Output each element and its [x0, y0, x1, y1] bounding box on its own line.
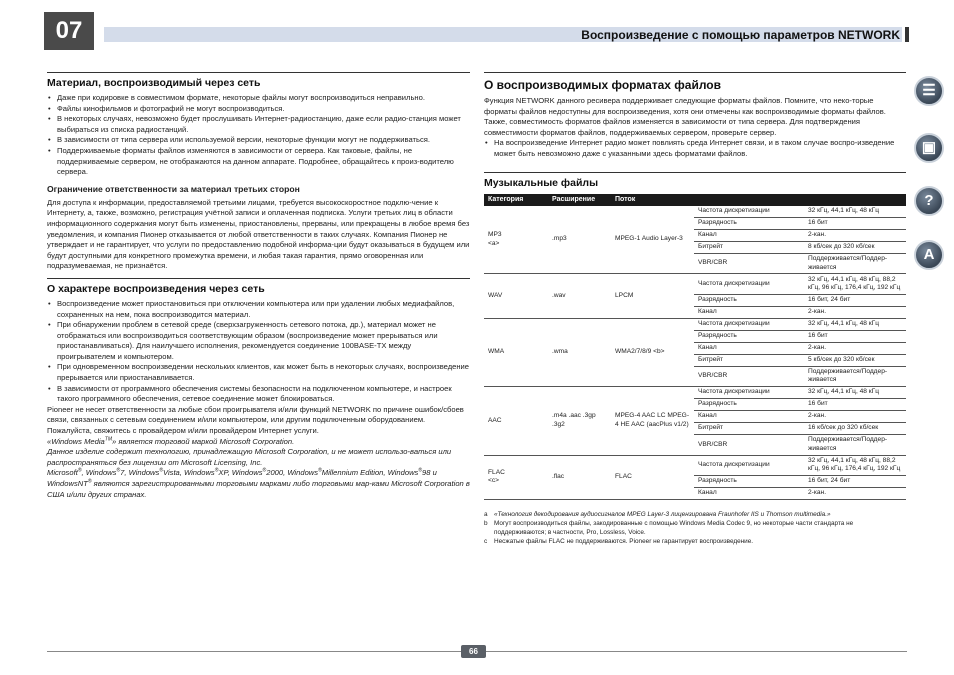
param-value-cell: Поддерживается/Поддер-живается: [804, 435, 906, 455]
param-value-cell: 16 бит: [804, 330, 906, 342]
network-material-list: [47, 93, 470, 178]
param-name-cell: Частота дискретизации: [694, 455, 804, 475]
table-header-row: [484, 194, 906, 206]
extension-cell: .flac: [548, 455, 611, 499]
param-value-cell: 2-кан.: [804, 488, 906, 500]
column-header: Поток: [611, 194, 694, 206]
footnote: b Могут воспроизводиться файлы, закодированные с помощью Windows Media Codec 9, но некоторые части стандарта не поддерживаются; в частности, Pro, Lossless, Voice.: [484, 520, 854, 536]
param-name-cell: Частота дискретизации: [694, 318, 804, 330]
param-value-cell: 16 бит: [804, 399, 906, 411]
formats-note-list: [484, 138, 906, 159]
page-number: 66: [461, 645, 486, 658]
category-cell: FLAC <c>: [484, 455, 548, 499]
section-title-disclaimer: Ограничение ответственности за материал третьих сторон: [47, 183, 300, 194]
playback-behavior-list: [47, 299, 470, 405]
param-name-cell: VBR/CBR: [694, 366, 804, 386]
param-value-cell: Поддерживается/Поддер-живается: [804, 366, 906, 386]
param-name-cell: Битрейт: [694, 241, 804, 253]
list-item: • В некоторых случаях, невозможно будет прослушивать Интернет-радиостанцию, даже если радио-станция может выбираться из списка радиостанций.: [47, 114, 470, 135]
param-value-cell: Поддерживается/Поддер-живается: [804, 253, 906, 273]
left-column: [47, 72, 470, 500]
param-value-cell: 16 бит, 24 бит: [804, 294, 906, 306]
trademark-microsoft: Microsoft®, Windows®7, Windows®Vista, Windows®XP, Windows®2000, Windows®Millennium Edition, Windows®98 и WindowsNT® являются зарегистрированными торговыми марками либо торговыми мар-ками Microsoft Corporation в США и/или других странах.: [47, 467, 470, 499]
param-name-cell: Канал: [694, 306, 804, 318]
book-icon[interactable]: ☰: [914, 76, 944, 106]
param-value-cell: 16 кб/сек до 320 кб/сек: [804, 423, 906, 435]
param-name-cell: Частота дискретизации: [694, 387, 804, 399]
list-item: • Воспроизведение может приостановиться при отключении компьютера или при удалении любых медиафайлов, сохраненных на нем, пока воспроизводится материал.: [47, 299, 470, 320]
category-cell: AAC: [484, 387, 548, 455]
param-value-cell: 8 кб/сек до 320 кб/сек: [804, 241, 906, 253]
table-row: [484, 387, 906, 399]
section-title-playback-behavior: О характере воспроизведения через сеть: [47, 282, 265, 295]
category-cell: WAV: [484, 274, 548, 318]
param-name-cell: Канал: [694, 229, 804, 241]
divider: [47, 278, 470, 279]
param-name-cell: VBR/CBR: [694, 253, 804, 273]
param-value-cell: 32 кГц, 44,1 кГц, 48 кГц, 88,2 кГц, 96 кГц, 176,4 кГц, 192 кГц: [804, 274, 906, 294]
param-name-cell: Частота дискретизации: [694, 206, 804, 218]
column-header: [694, 194, 804, 206]
list-item: • Даже при кодировке в совместимом формате, некоторые файлы могут воспроизводиться неправильно.: [47, 93, 470, 104]
list-item: • В зависимости от типа сервера или используемой версии, некоторые функции могут не поддерживаться.: [47, 135, 470, 146]
param-value-cell: 16 бит, 24 бит: [804, 476, 906, 488]
liability-text: Pioneer не несет ответственности за любые сбои проигрывателя и/или функций NETWORK по причине ошибок/сбоев связи, связанных с сетевым соединением и/или компьютером, или другим подключенным оборудованием. Пожалуйста, свяжитесь с провайдером и/или провайдером Интернет услуги.: [47, 404, 464, 436]
stream-cell: MPEG-1 Audio Layer-3: [611, 206, 694, 274]
list-item: • Файлы кинофильмов и фотографий не могут воспроизводиться.: [47, 104, 470, 115]
param-value-cell: 16 бит: [804, 217, 906, 229]
divider: [47, 72, 470, 73]
table-row: [484, 455, 906, 475]
stream-cell: MPEG-4 AAC LC MPEG-4 HE AAC (aacPlus v1/2): [611, 387, 694, 455]
param-value-cell: 2-кан.: [804, 229, 906, 241]
section-title-network-material: Материал, воспроизводимый через сеть: [47, 77, 261, 89]
remote-icon[interactable]: ▣: [914, 133, 944, 163]
extension-cell: .mp3: [548, 206, 611, 274]
column-header: Расширение: [548, 194, 611, 206]
footnote: c Несжатые файлы FLAC не поддерживаются. Pioneer не гарантирует воспроизведение.: [484, 538, 754, 545]
formats-table: [484, 194, 906, 500]
param-name-cell: Разрядность: [694, 217, 804, 229]
header-separator: [905, 27, 909, 42]
param-name-cell: Канал: [694, 342, 804, 354]
section-title-formats: О воспроизводимых форматах файлов: [484, 78, 722, 92]
formats-intro: Функция NETWORK данного ресивера поддерживает следующие форматы файлов. Помните, что неко-торые форматы файлов недоступны для воспроизведения, хотя они отмечены как воспроизводимые форматы файлов. Также, совместимость форматов файлов изменяется в зависимости от типа сервера. Для подтверждения совместимости форматов файлов, поддерживаемых сервером, проверьте сервер.: [484, 96, 886, 137]
param-name-cell: Битрейт: [694, 423, 804, 435]
section-title-music-files: Музыкальные файлы: [484, 176, 599, 189]
param-name-cell: Битрейт: [694, 354, 804, 366]
footnote: a «Технология декодирования аудиосигналов MPEG Layer-3 лицензирована Fraunhofer IIS и Thomson multimedia.»: [484, 511, 831, 518]
list-item: • В зависимости от программного обеспечения системы безопасности на подключенном компьютере, и настроек такого программного обеспечения, сетевое соединение может блокироваться.: [47, 384, 470, 405]
help-icon[interactable]: ?: [914, 186, 944, 216]
param-value-cell: 2-кан.: [804, 342, 906, 354]
param-value-cell: 32 кГц, 44,1 кГц, 48 кГц: [804, 387, 906, 399]
param-value-cell: 32 кГц, 44,1 кГц, 48 кГц: [804, 206, 906, 218]
stream-cell: FLAC: [611, 455, 694, 499]
param-value-cell: 32 кГц, 44,1 кГц, 48 кГц, 88,2 кГц, 96 кГц, 176,4 кГц, 192 кГц: [804, 455, 906, 475]
stream-cell: LPCM: [611, 274, 694, 318]
param-value-cell: 5 кб/сек до 320 кб/сек: [804, 354, 906, 366]
right-column: [484, 72, 906, 546]
divider: [484, 72, 906, 73]
category-cell: WMA: [484, 318, 548, 386]
param-name-cell: Разрядность: [694, 476, 804, 488]
extension-cell: .wma: [548, 318, 611, 386]
list-item: • На воспроизведение Интернет радио может повлиять среда Интернет связи, и в таком случае воспро-изведение может быть невозможно даже с указанными здесь форматами файлов.: [484, 138, 906, 159]
table-row: [484, 274, 906, 294]
list-item: • Поддерживаемые форматы файлов изменяются в зависимости от сервера. Как таковые, файлы, не поддерживаемые сервером, не отображаются на данном аппарате. Подробнее, обращайтесь к произ-водителю сервера.: [47, 146, 470, 178]
param-value-cell: 2-кан.: [804, 411, 906, 423]
footnotes: [484, 510, 906, 546]
table-row: [484, 206, 906, 218]
column-header: [804, 194, 906, 206]
param-value-cell: 32 кГц, 44,1 кГц, 48 кГц: [804, 318, 906, 330]
chapter-number: 07: [44, 12, 94, 50]
param-name-cell: Частота дискретизации: [694, 274, 804, 294]
disclaimer-text: Для доступа к информации, предоставляемой третьими лицами, требуется высокоскоростное подклю-чение к Интернету, а, также, возможно, регистрация учётной записи и оплаченная подписка. Услуги третьих лиц в области информационного содержания могут быть изменены, приостановлены, прерваны, или прекращены в любое время без уведомления, и компания Пионер отказывается от любой ответственности в таких случаях. Компания Пионер не утверждает и не гарантирует, что услуги по предоставлению подобной информа-ции будут оказываться в будущем или будут доступными для конкретного промежутка времени, и любая такая гарантия, прямо оговоренная или подразумеваемая, не признаётся.: [47, 197, 470, 271]
param-name-cell: Канал: [694, 488, 804, 500]
column-header: Категория: [484, 194, 548, 206]
param-name-cell: Разрядность: [694, 294, 804, 306]
param-name-cell: Разрядность: [694, 330, 804, 342]
param-name-cell: Канал: [694, 411, 804, 423]
category-cell: MP3 <a>: [484, 206, 548, 274]
license-text: Данное изделие содержит технологию, принадлежащую Microsoft Corporation, и не может использо-ваться или распространяться без лицензии от Microsoft Licensing, Inc.: [47, 447, 452, 467]
stream-cell: WMA2/7/8/9 <b>: [611, 318, 694, 386]
glossary-icon[interactable]: A: [914, 240, 944, 270]
list-item: • При обнаружении проблем в сетевой среде (сверхзагруженность сетевого потока, др.), материал может не отображаться или воспроизводиться соответствующим образом (воспроизведение может прерываться или приостанавливаться). Для наилучшего исполнения, рекомендуется соединение 100BASE-TX между проигрывателем и компьютером.: [47, 320, 470, 362]
formats-table-body: [484, 206, 906, 500]
extension-cell: .wav: [548, 274, 611, 318]
extension-cell: .m4a .aac .3gp .3g2: [548, 387, 611, 455]
param-name-cell: VBR/CBR: [694, 435, 804, 455]
list-item: • При одновременном воспроизведении нескольких клиентов, как может быть в некоторых случаях, воспроизведение прерывается или приостанавливается.: [47, 362, 470, 383]
trademark-windows-media: «Windows Media™» является торговой маркой Microsoft Corporation.: [47, 436, 295, 446]
param-value-cell: 2-кан.: [804, 306, 906, 318]
param-name-cell: Разрядность: [694, 399, 804, 411]
table-row: [484, 318, 906, 330]
divider: [484, 172, 906, 173]
page-title: Воспроизведение с помощью параметров NETWORK: [581, 28, 900, 42]
